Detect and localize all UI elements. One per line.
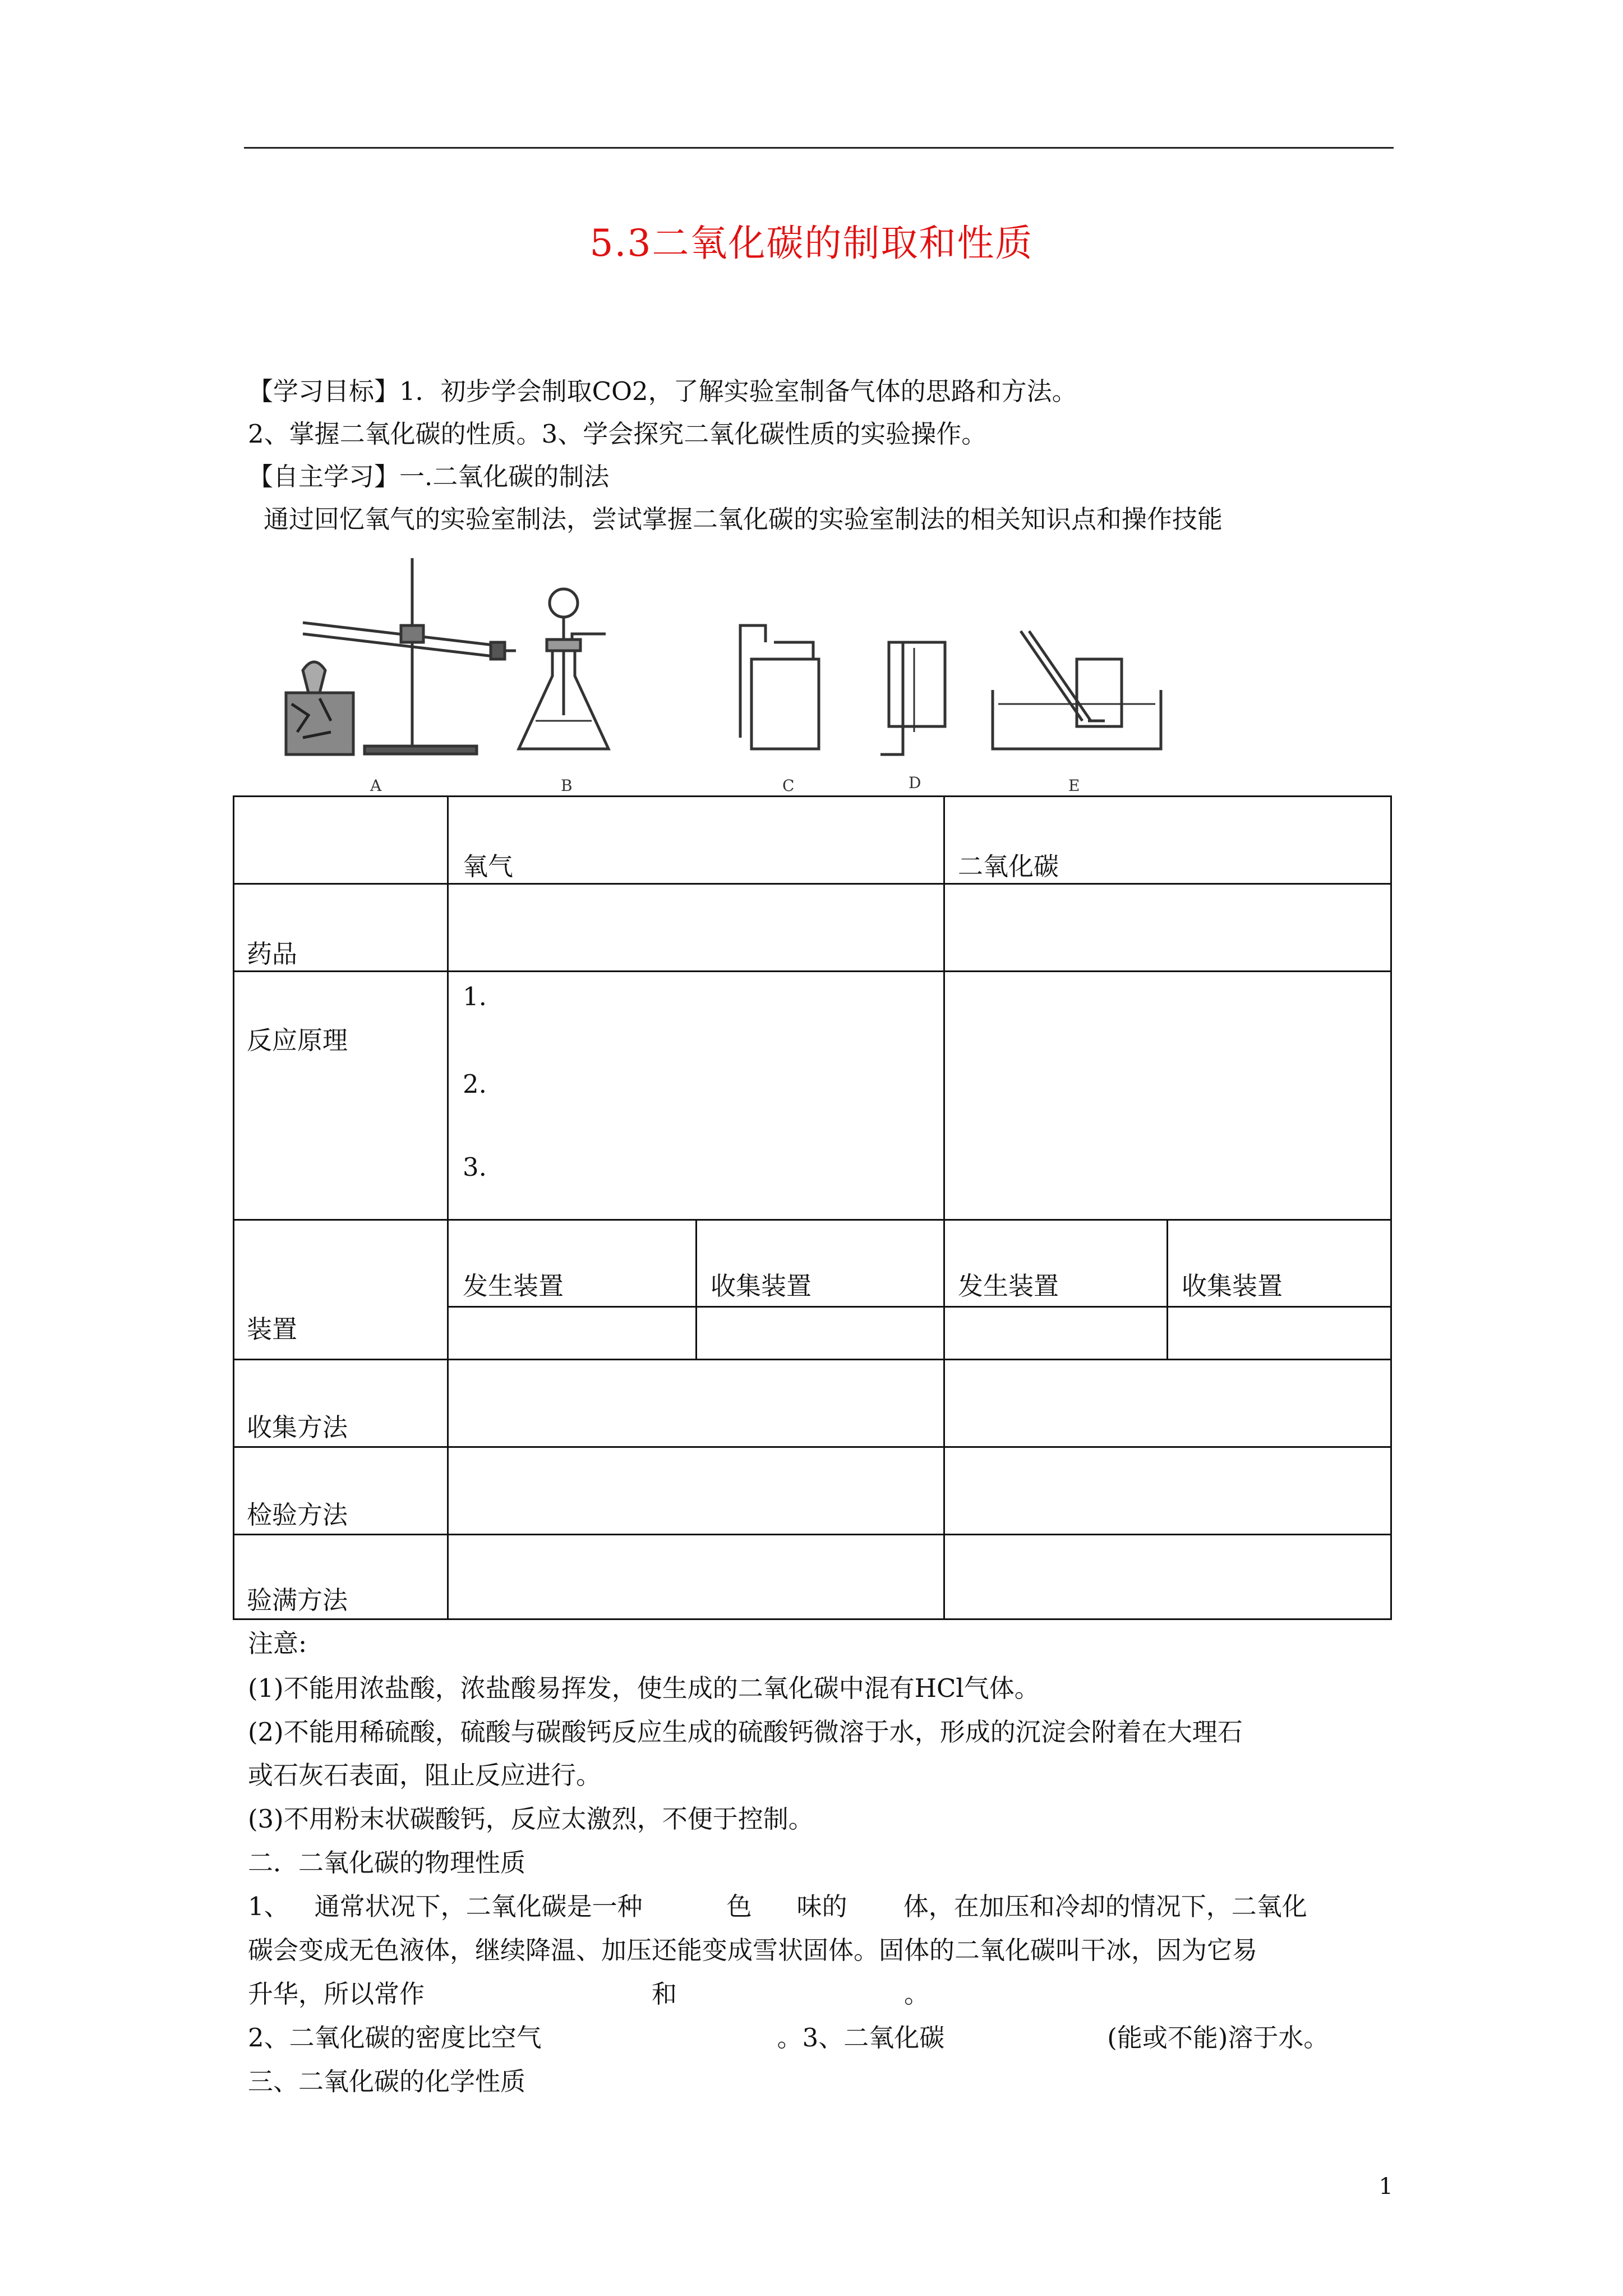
p1-use-text: 升华，所以常作 [248,1979,425,2009]
header-rule [244,147,1394,149]
objectives-line-1: 【学习目标】1．初步学会制取CO2，了解实验室制备气体的思路和方法。 [248,376,1077,406]
page-title: 5.3二氧化碳的制取和性质 [589,222,1034,265]
row-label-reagents: 药品 [247,939,298,969]
table-rule [1390,795,1392,1620]
header-oxygen: 氧气 [463,852,514,881]
label-c: C [782,776,795,795]
table-rule [943,795,945,1620]
row-label-principle: 反应原理 [247,1025,348,1055]
table-rule [447,1306,1392,1308]
p1-text-smell: 味的 [796,1892,847,1921]
chemical-heading: 三、二氧化碳的化学性质 [248,2067,526,2096]
table-rule [233,1359,1392,1360]
table-rule [233,1534,1392,1535]
principle-item-1: 1. [463,982,487,1011]
preparation-comparison-table [233,795,1392,1620]
physical-line-2: 碳会变成无色液体，继续降温、加压还能变成雪状固体。固体的二氧化碳叫干冰，因为它易 [248,1935,1258,1965]
p1-use-and: 和 [652,1979,677,2009]
physical-line-1 [248,1890,1307,1924]
page-number: 1 [1378,2174,1393,2200]
p1-text-state: 体，在加压和冷却的情况下，二氧化 [903,1892,1307,1921]
objectives-line-2: 2、掌握二氧化碳的性质。3、学会探究二氧化碳性质的实验操作。 [248,419,987,449]
table-rule [233,795,234,1620]
p1-use-end: 。 [904,1979,930,2009]
table-rule [233,1219,1392,1221]
lab-apparatus-figure [269,553,1166,799]
oxygen-collect-device: 收集装置 [711,1271,812,1301]
row-label-test-method: 检验方法 [247,1500,348,1530]
p3-solubility-end: (能或不能)溶于水。 [1107,2023,1329,2053]
self-study-intro: 通过回忆氧气的实验室制法，尝试掌握二氧化碳的实验室制法的相关知识点和操作技能 [264,504,1223,534]
table-rule [233,970,1392,972]
principle-item-2: 2. [463,1069,487,1099]
table-rule [233,795,1392,797]
table-rule [233,883,1392,885]
oxygen-gen-device: 发生装置 [463,1271,564,1301]
table-rule [1166,1219,1168,1359]
row-label-collect-method: 收集方法 [247,1412,348,1442]
principle-item-3: 3. [463,1152,487,1182]
row-label-full-method: 验满方法 [247,1585,348,1615]
notes-heading: 注意: [248,1628,307,1658]
label-e: E [1068,776,1080,795]
note-2a: (2)不能用稀硫酸，硫酸与碳酸钙反应生成的硫酸钙微溶于水，形成的沉淀会附着在大理石 [248,1717,1243,1747]
self-study-heading: 【自主学习】一.二氧化碳的制法 [248,462,610,491]
table-rule [447,795,449,1620]
p1-number: 1、 [248,1892,289,1921]
table-rule [233,1446,1392,1448]
co2-collect-device: 收集装置 [1182,1271,1283,1301]
label-a: A [370,776,382,795]
p2-density: 2、二氧化碳的密度比空气 [248,2023,542,2053]
physical-line-3 [248,1977,929,2011]
note-2b: 或石灰石表面，阻止反应进行。 [248,1760,602,1790]
note-1: (1)不能用浓盐酸，浓盐酸易挥发，使生成的二氧化碳中混有HCl气体。 [248,1673,1040,1703]
table-rule [695,1219,697,1359]
label-b: B [561,776,573,795]
co2-gen-device: 发生装置 [958,1271,1059,1301]
physical-heading: 二．二氧化碳的物理性质 [248,1848,526,1878]
p3-solubility: 。3、二氧化碳 [777,2023,945,2053]
note-3: (3)不用粉末状碳酸钙，反应太激烈，不便于控制。 [248,1804,814,1834]
header-co2: 二氧化碳 [958,852,1059,881]
p1-text-color: 色 [726,1892,752,1921]
physical-line-4 [248,2021,1329,2055]
row-label-apparatus: 装置 [247,1314,298,1344]
p1-text-a: 通常状况下，二氧化碳是一种 [314,1892,643,1921]
label-d: D [909,774,921,792]
table-rule [233,1618,1392,1620]
